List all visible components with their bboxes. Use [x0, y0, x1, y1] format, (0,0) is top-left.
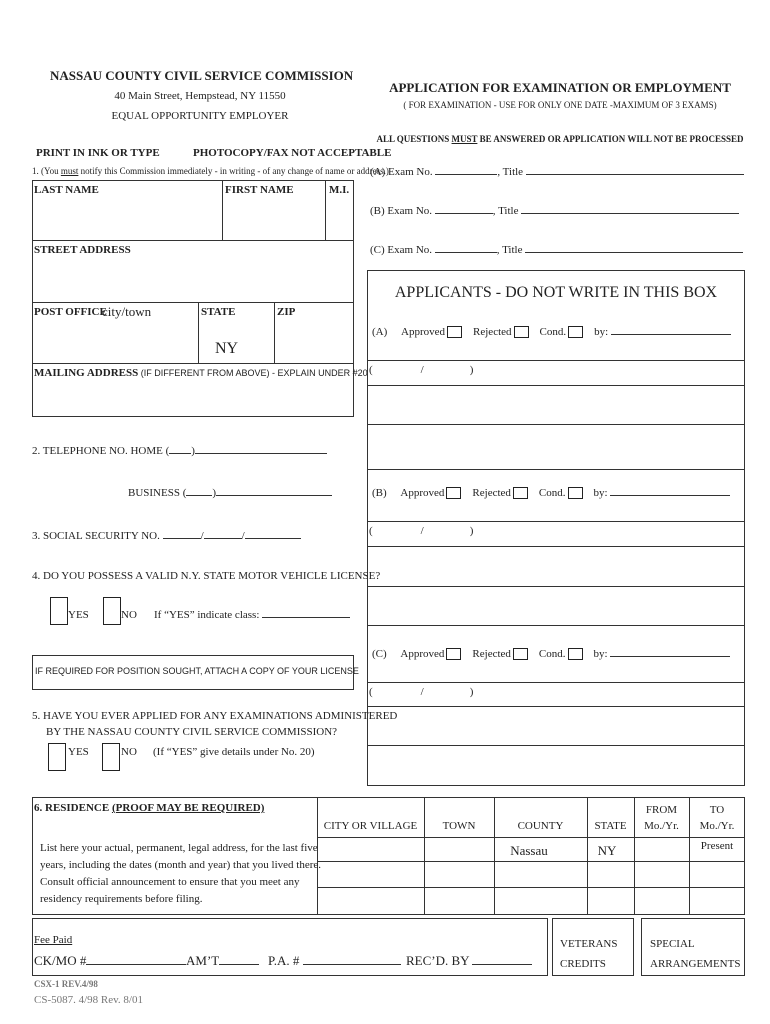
- row1-to[interactable]: Present: [700, 840, 734, 852]
- row1-county[interactable]: Nassau: [510, 843, 548, 858]
- by-b-input[interactable]: [610, 495, 730, 496]
- exam-b-title[interactable]: [521, 213, 739, 214]
- col-to: TO Mo./Yr.: [699, 804, 735, 832]
- street-address-label: STREET ADDRESS: [34, 244, 131, 256]
- cond-a-checkbox[interactable]: [568, 326, 583, 338]
- by-a-input[interactable]: [611, 334, 731, 335]
- office-use-heading: APPLICANTS - DO NOT WRITE IN THIS BOX: [394, 284, 718, 301]
- cond-c-checkbox[interactable]: [568, 648, 583, 660]
- exam-c-title[interactable]: [525, 252, 743, 253]
- fee-paid-label: Fee Paid: [34, 934, 73, 946]
- col-city-village: CITY OR VILLAGE: [323, 820, 418, 832]
- ck-mo-row: CK/MO #: [34, 953, 186, 969]
- license-question: 4. DO YOU POSSESS A VALID N.Y. STATE MOTOR VEHICLE LICENSE?: [32, 570, 381, 582]
- phone-business-row: BUSINESS ( ): [128, 487, 332, 499]
- mailing-address-label: MAILING ADDRESS (IF DIFFERENT FROM ABOVE) - EXPLAIN UNDER #20: [34, 367, 368, 379]
- exam-a-title[interactable]: [526, 174, 744, 175]
- last-name-input[interactable]: [33, 196, 221, 238]
- license-no-label: NO: [121, 609, 137, 621]
- no-photocopy-note: PHOTOCOPY/FAX NOT ACCEPTABLE: [193, 147, 392, 159]
- first-name-input[interactable]: [223, 196, 324, 238]
- license-class-row: If “YES” indicate class:: [154, 609, 350, 621]
- state-label: STATE: [201, 306, 236, 318]
- change-notice: 1. (You must notify this Commission immediately - in writing - of any change of name or address.): [32, 166, 389, 176]
- office-c-row: (C) Approved Rejected Cond. by:: [372, 648, 730, 660]
- exam-b-row: (B) Exam No. , Title: [370, 205, 739, 217]
- form-number-2: CS-5087. 4/98 Rev. 8/01: [34, 994, 143, 1006]
- col-from: FROM Mo./Yr.: [644, 804, 679, 832]
- zip-label: ZIP: [277, 306, 296, 318]
- ck-mo-input[interactable]: [86, 964, 186, 965]
- pa-input[interactable]: [303, 964, 401, 965]
- col-state: STATE: [594, 820, 627, 832]
- mi-input[interactable]: [326, 196, 353, 238]
- col-county: COUNTY: [517, 820, 564, 832]
- cond-b-checkbox[interactable]: [568, 487, 583, 499]
- street-address-input[interactable]: [33, 258, 353, 300]
- home-area-code[interactable]: [169, 453, 191, 454]
- col-town: TOWN: [442, 820, 476, 832]
- license-attach-note: IF REQUIRED FOR POSITION SOUGHT, ATTACH A COPY OF YOUR LICENSE: [35, 666, 359, 676]
- license-no-checkbox[interactable]: [103, 597, 121, 625]
- office-a-date: ( / ): [369, 364, 474, 376]
- eeo-statement: EQUAL OPPORTUNITY EMPLOYER: [111, 110, 289, 122]
- prior-exam-instructions: (If “YES” give details under No. 20): [153, 746, 315, 758]
- org-name: NASSAU COUNTY CIVIL SERVICE COMMISSION: [50, 68, 354, 83]
- print-ink-note: PRINT IN INK OR TYPE: [36, 147, 160, 159]
- phone-home-row: 2. TELEPHONE NO. HOME ( ): [32, 445, 327, 457]
- first-name-label: FIRST NAME: [225, 184, 294, 196]
- org-address: 40 Main Street, Hempstead, NY 11550: [114, 90, 286, 102]
- form-number-1: CSX-1 REV.4/98: [34, 979, 98, 989]
- prior-exam-yes-label: YES: [68, 746, 89, 758]
- office-b-row: (B) Approved Rejected Cond. by:: [372, 487, 730, 499]
- prior-exam-no-label: NO: [121, 746, 137, 758]
- office-a-row: (A) Approved Rejected Cond. by:: [372, 326, 731, 338]
- approved-b-checkbox[interactable]: [446, 487, 461, 499]
- zip-input[interactable]: [275, 318, 353, 361]
- all-questions-notice: ALL QUESTIONS MUST BE ANSWERED OR APPLICATION WILL NOT BE PROCESSED: [376, 134, 744, 144]
- ssn-part-2[interactable]: [204, 538, 242, 539]
- approved-a-checkbox[interactable]: [447, 326, 462, 338]
- special-arrangements-label: SPECIAL ARRANGEMENTS: [650, 938, 741, 970]
- city-town-label: city/town: [102, 304, 152, 319]
- license-yes-checkbox[interactable]: [50, 597, 68, 625]
- license-yes-label: YES: [68, 609, 89, 621]
- office-b-date: ( / ): [369, 525, 474, 537]
- recd-by-input[interactable]: [472, 964, 532, 965]
- prior-exam-question-2: BY THE NASSAU COUNTY CIVIL SERVICE COMMISSION?: [46, 726, 338, 738]
- exam-a-number[interactable]: [435, 174, 497, 175]
- rejected-b-checkbox[interactable]: [513, 487, 528, 499]
- home-phone-input[interactable]: [195, 453, 327, 454]
- business-area-code[interactable]: [186, 495, 212, 496]
- exam-c-number[interactable]: [435, 252, 497, 253]
- license-class-input[interactable]: [262, 617, 350, 618]
- residence-instructions: List here your actual, permanent, legal address, for the last five years, including the dates (month and year) that you lived there. Consult official announcement to ensure that you meet any residency requirements before filing.: [40, 842, 322, 905]
- prior-exam-question-1: 5. HAVE YOU EVER APPLIED FOR ANY EXAMINATIONS ADMINISTERED: [32, 710, 398, 722]
- last-name-label: LAST NAME: [34, 184, 99, 196]
- approved-c-checkbox[interactable]: [446, 648, 461, 660]
- recd-row: REC’D. BY: [406, 953, 532, 969]
- ssn-part-1[interactable]: [163, 538, 201, 539]
- exam-a-row: (A) Exam No. , Title: [370, 166, 744, 178]
- business-phone-input[interactable]: [216, 495, 332, 496]
- rejected-a-checkbox[interactable]: [514, 326, 529, 338]
- by-c-input[interactable]: [610, 656, 730, 657]
- pa-row: P.A. #: [268, 953, 401, 969]
- ssn-part-3[interactable]: [245, 538, 301, 539]
- office-c-date: ( / ): [369, 686, 474, 698]
- ssn-row: 3. SOCIAL SECURITY NO. / /: [32, 530, 301, 542]
- prior-exam-no-checkbox[interactable]: [102, 743, 120, 771]
- mailing-address-input[interactable]: [33, 381, 353, 415]
- row1-state[interactable]: NY: [597, 843, 617, 858]
- rejected-c-checkbox[interactable]: [513, 648, 528, 660]
- exam-c-row: (C) Exam No. , Title: [370, 244, 743, 256]
- state-value[interactable]: NY: [215, 340, 239, 357]
- veterans-credits-label: VETERANS CREDITS: [560, 938, 618, 970]
- form-title: APPLICATION FOR EXAMINATION OR EMPLOYMENT: [389, 80, 731, 95]
- form-subtitle: ( FOR EXAMINATION - USE FOR ONLY ONE DATE -MAXIMUM OF 3 EXAMS): [403, 100, 717, 110]
- mi-label: M.I.: [329, 184, 350, 196]
- exam-b-number[interactable]: [435, 213, 493, 214]
- amt-input[interactable]: [219, 964, 259, 965]
- post-office-label: POST OFFICE: [34, 306, 107, 318]
- amt-row: AM’T: [186, 953, 259, 969]
- residence-heading: 6. RESIDENCE (PROOF MAY BE REQUIRED): [34, 802, 265, 814]
- prior-exam-yes-checkbox[interactable]: [48, 743, 66, 771]
